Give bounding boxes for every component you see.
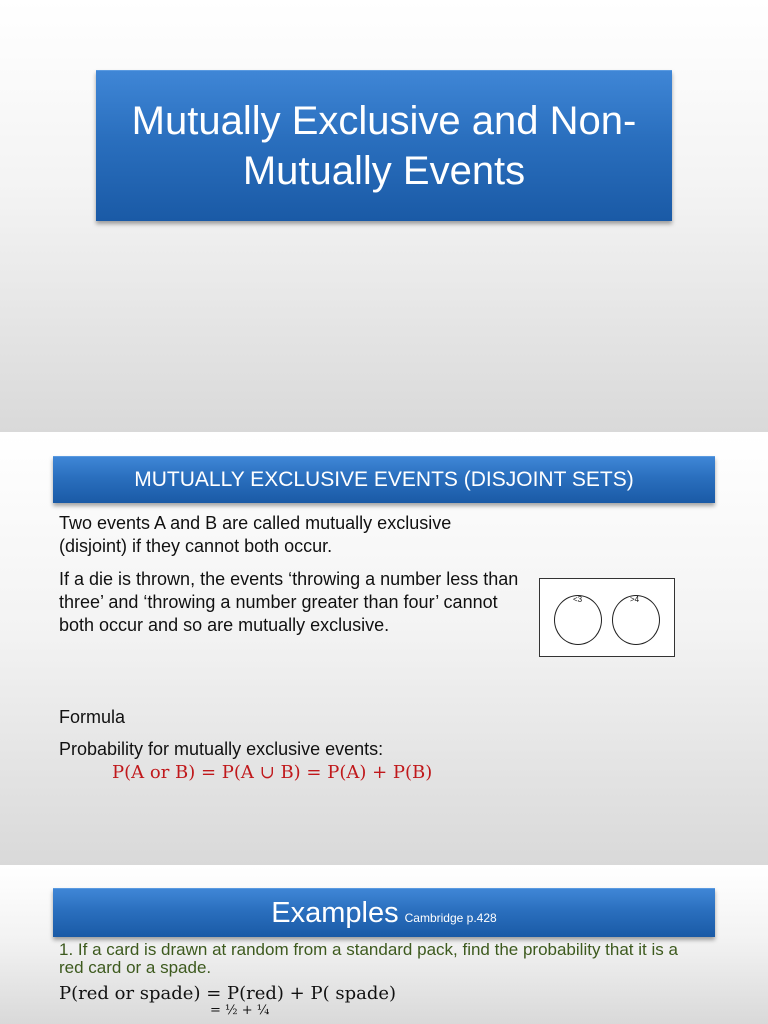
example-formula: P(red or spade) = P(red) + P( spade) bbox=[59, 983, 397, 1004]
example-question: 1. If a card is drawn at random from a standard pack, find the probability that it is a red card or a spade. bbox=[59, 940, 678, 977]
title-line-1: Mutually Exclusive and Non- bbox=[131, 99, 637, 143]
venn-label-right: >4 bbox=[630, 595, 640, 604]
examples-title: Examples bbox=[271, 897, 399, 929]
slide-title bbox=[0, 0, 768, 432]
slide-examples bbox=[0, 867, 768, 1024]
definition-text: Two events A and B are called mutually exclusive (disjoint) if they cannot both occur. bbox=[59, 513, 452, 556]
formula-intro: Probability for mutually exclusive events: bbox=[59, 739, 384, 759]
venn-diagram bbox=[539, 578, 675, 657]
venn-label-left: <3 bbox=[573, 595, 583, 604]
examples-reference: Cambridge p.428 bbox=[404, 911, 497, 925]
slide-title-box bbox=[96, 70, 672, 221]
slide-mutually-exclusive bbox=[0, 434, 768, 865]
title-line-2: Mutually Events bbox=[242, 149, 526, 193]
example-text: If a die is thrown, the events ‘throwing a number less than three’ and ‘throwing a number greater than four’ cannot both occur and so are mutually exclusive. bbox=[59, 569, 519, 635]
formula-label: Formula bbox=[59, 707, 126, 727]
examples-header bbox=[53, 888, 715, 937]
formula-expression: P(A or B) = P(A ∪ B) = P(A) + P(B) bbox=[112, 762, 433, 783]
example-formula-continued: = ½ + ¼ bbox=[210, 1003, 270, 1018]
section-header: MUTUALLY EXCLUSIVE EVENTS (DISJOINT SETS) bbox=[53, 456, 715, 503]
